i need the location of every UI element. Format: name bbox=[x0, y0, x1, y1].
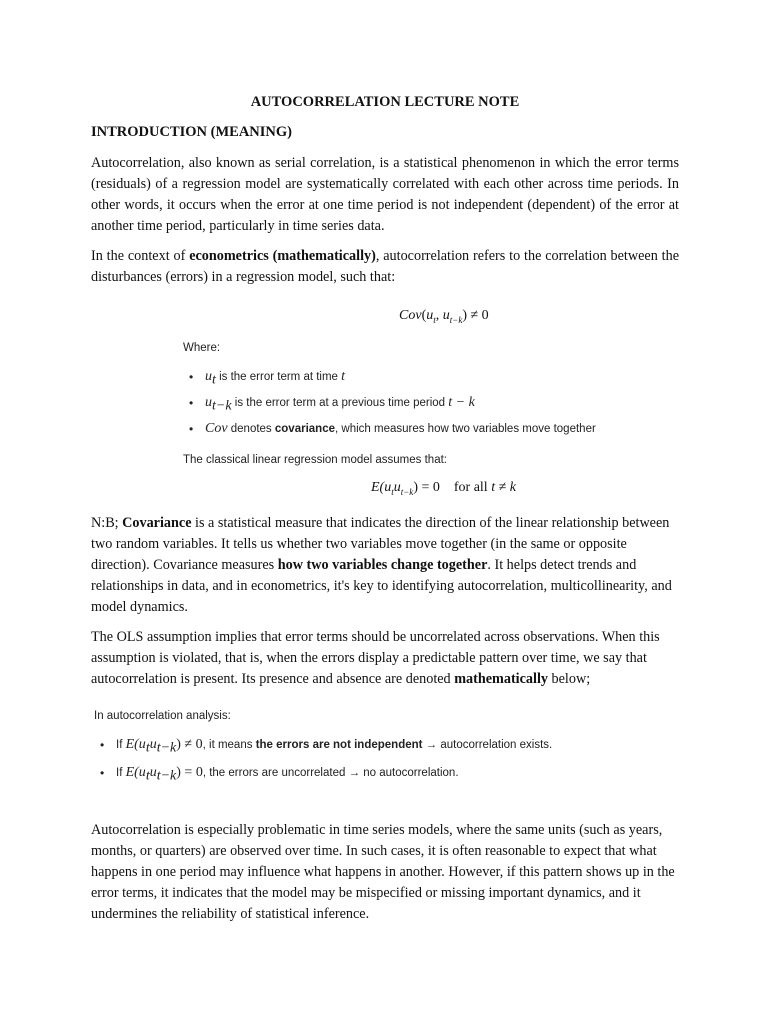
list-item: • Cov denotes covariance, which measures how two variables move together bbox=[183, 420, 596, 446]
document-title: AUTOCORRELATION LECTURE NOTE bbox=[250, 94, 520, 110]
analysis-label: In autocorrelation analysis: bbox=[94, 710, 231, 722]
covariance-equation: $Cov(u_t$, $u_{t-k}) \ne 0$ bbox=[399, 308, 489, 325]
analysis-list bbox=[94, 736, 552, 792]
assumption-label: The classical linear regression model assumes that: bbox=[183, 454, 447, 466]
list-item: • $u_{t-k}$ is the error term at a previous time period t − k bbox=[183, 394, 596, 420]
paragraph-covariance-note: N:B; Covariance is a statistical measure that indicates the direction of the linear relationship between two random variables. It tells us whether two variables move together (in the same or opposite direction). Covariance measures how two variables change together. It helps detect trends and relationships in data, and in econometrics, it's key to identifying autocorrelation, multicollinearity, and model dynamics. bbox=[91, 515, 672, 615]
list-item: • If $E(u_tu_{t-k}) = 0$, the errors are uncorrelated → no autocorrelation. bbox=[94, 764, 552, 792]
section-heading: INTRODUCTION (MEANING) bbox=[91, 124, 292, 140]
paragraph-ols-assumption: The OLS assumption implies that error terms should be uncorrelated across observations. When this assumption is violated, that is, when the errors display a predictable pattern over time, we say that autocorrelation is present. Its presence and absence are denoted mathematically below; bbox=[91, 629, 660, 687]
paragraph-econometrics: In the context of econometrics (mathematically), autocorrelation refers to the correlation between the disturbances (errors) in a regression model, such that: bbox=[91, 248, 680, 285]
paragraph-time-series: Autocorrelation is especially problematic in time series models, where the same units (such as years, months, or quarters) are observed over time. In such cases, it is often reasonable to expect that what happens in one period may influence what happens in another. However, if this pattern shows up in the error terms, it indicates that the model may be mispecified or missing important dynamics, and it undermines the reliability of statistical inference. bbox=[91, 822, 675, 922]
list-item: • $u_t$ is the error term at time t bbox=[183, 368, 596, 394]
where-list bbox=[183, 368, 596, 446]
list-item: • If $E(u_tu_{t-k}) \ne 0$, it means the errors are not independent → autocorrelation exists. bbox=[94, 736, 552, 764]
where-label: Where: bbox=[183, 342, 221, 354]
paragraph-definition: Autocorrelation, also known as serial correlation, is a statistical phenomenon in which the error terms (residuals) of a regression model are systematically correlated with each other across time periods. In other words, it occurs when the error at one time period is not independent (dependent) of the error at another time period, particularly in time series data. bbox=[91, 155, 679, 234]
expectation-equation: $E(u_tu_{t-k}) = 0$ for all t ≠ k bbox=[371, 480, 516, 497]
